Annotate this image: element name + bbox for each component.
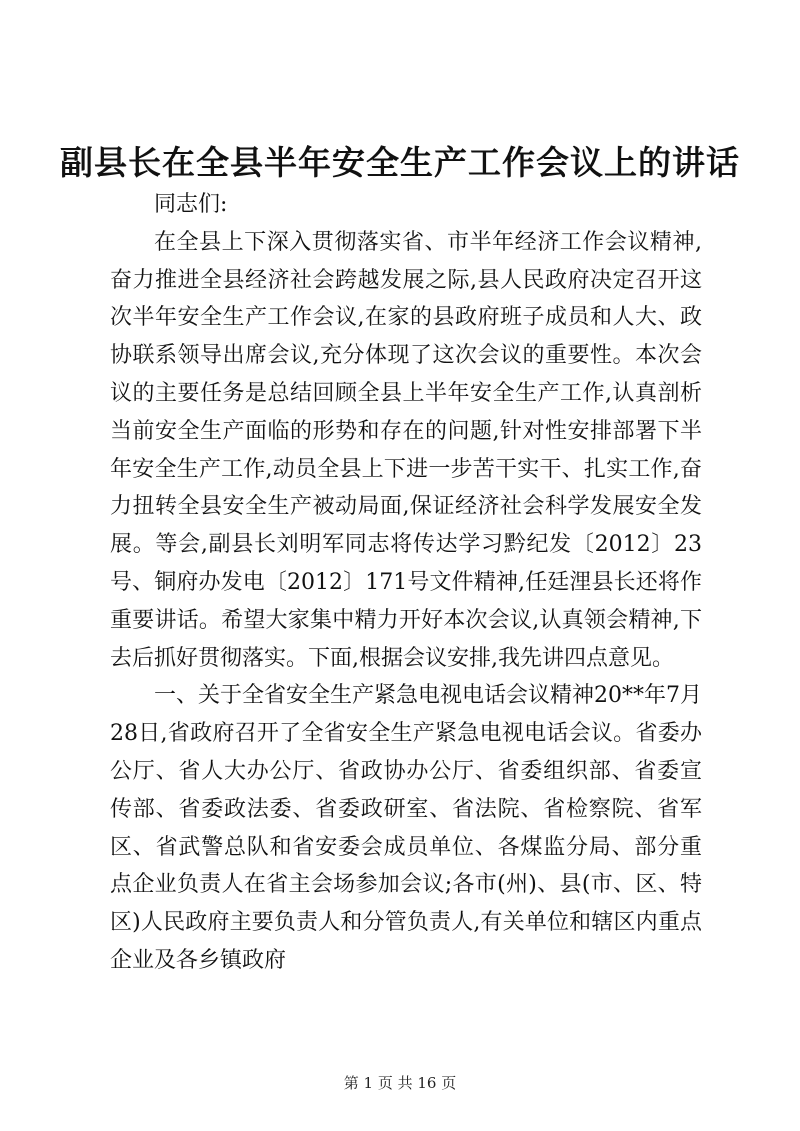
document-body [110,186,702,980]
paragraph-intro: 在全县上下深入贯彻落实省、市半年经济工作会议精神,奋力推进全县经济社会跨越发展之际,县人民政府决定召开这次半年安全生产工作会议,在家的县政府班子成员和人大、政协联系领导出席会议,充分体现了这次会议的重要性。本次会议的主要任务是总结回顾全县上半年安全生产工作,认真剖析当前安全生产面临的形势和存在的问题,针对性安排部署下半年安全生产工作,动员全县上下进一步苦干实干、扎实工作,奋力扭转全县安全生产被动局面,保证经济社会科学发展安全发展。等会,副县长刘明军同志将传达学习黔纪发〔2012〕23号、铜府办发电〔2012〕171号文件精神,任廷浬县长还将作重要讲话。希望大家集中精力开好本次会议,认真领会精神,下去后抓好贯彻落实。下面,根据会议安排,我先讲四点意见。 [110,229,702,671]
paragraph-section-one: 一、关于全省安全生产紧急电视电话会议精神20**年7月28日,省政府召开了全省安全生产紧急电视电话会议。省委办公厅、省人大办公厅、省政协办公厅、省委组织部、省委宣传部、省委政法委、省委政研室、省法院、省检察院、省军区、省武警总队和省安委会成员单位、各煤监分局、部分重点企业负责人在省主会场参加会议;各市(州)、县(市、区、特区)人民政府主要负责人和分管负责人,有关单位和辖区内重点企业及各乡镇政府 [110,683,703,973]
salutation: 同志们: [154,192,228,217]
document-title: 副县长在全县半年安全生产工作会议上的讲话 [60,143,740,182]
page-number-footer: 第 1 页 共 16 页 [343,1074,457,1092]
